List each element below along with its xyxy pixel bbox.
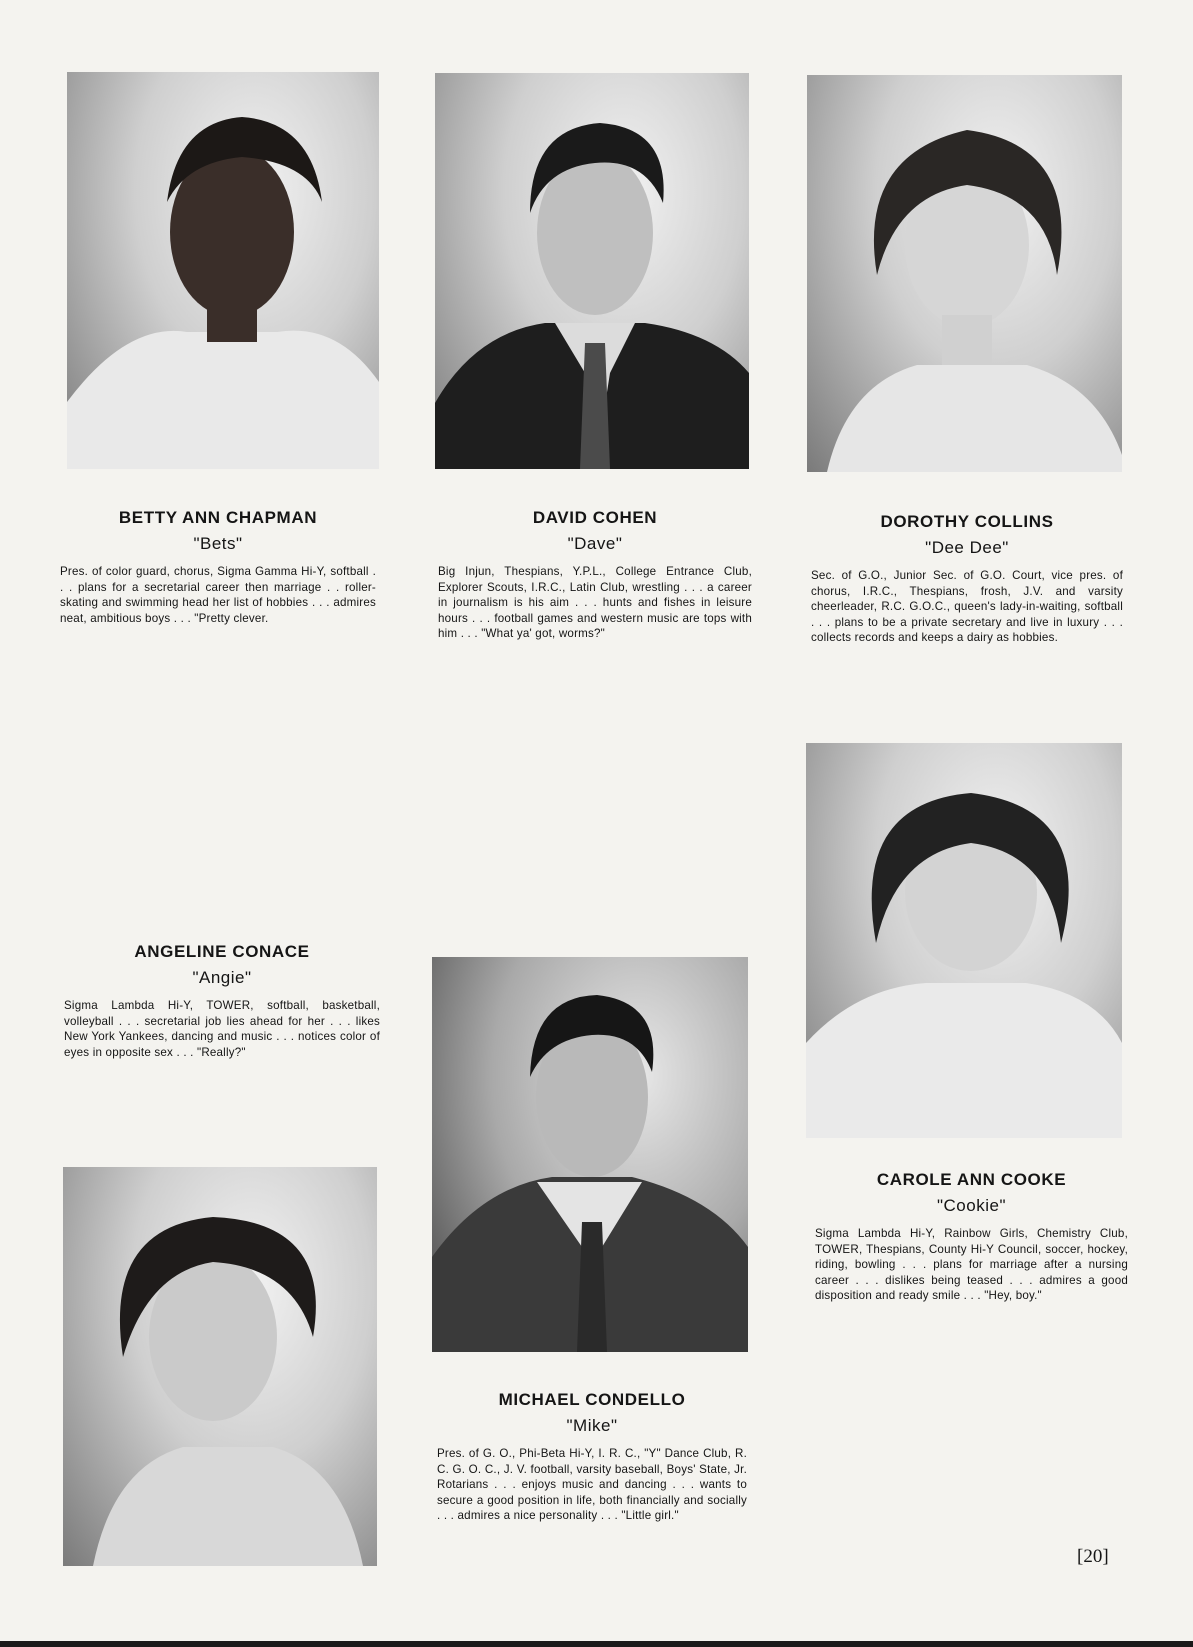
student-bio: Sigma Lambda Hi-Y, Rainbow Girls, Chemistry Club, TOWER, Thespians, County Hi-Y Council, soccer, hockey, riding, bowling . . . plans for marriage after a nursing career . . . dislikes being teased . . . admires a good disposition and ready smile . . . "Hey, boy." xyxy=(815,1227,1128,1303)
student-entry-dorothy-collins xyxy=(811,512,1123,646)
portrait-silhouette xyxy=(432,957,748,1352)
portrait-photo-betty-ann-chapman xyxy=(67,72,379,469)
page-number: [20] xyxy=(1077,1546,1109,1567)
student-nickname: "Mike" xyxy=(566,1416,618,1435)
student-nickname: "Dee Dee" xyxy=(925,538,1009,557)
student-name: BETTY ANN CHAPMAN xyxy=(118,508,318,527)
student-nickname: "Dave" xyxy=(567,534,623,553)
student-nickname: "Cookie" xyxy=(937,1196,1006,1215)
student-name: CAROLE ANN COOKE xyxy=(876,1170,1067,1189)
student-nickname: "Angie" xyxy=(192,968,252,987)
page-bottom-edge xyxy=(0,1641,1193,1647)
portrait-photo-david-cohen xyxy=(435,73,749,469)
student-bio: Pres. of G. O., Phi-Beta Hi-Y, I. R. C., "Y" Dance Club, R. C. G. O. C., J. V. football, varsity baseball, Boys' State, Jr. Rotarians . . . enjoys music and dancing . . . wants to secure a good position in life, both financially and socially . . . admires a nice personality . . . "Little girl." xyxy=(437,1447,747,1523)
student-entry-david-cohen xyxy=(438,508,752,642)
student-name: DOROTHY COLLINS xyxy=(880,512,1054,531)
student-entry-angeline-conace xyxy=(64,942,380,1060)
student-bio: Sigma Lambda Hi-Y, TOWER, softball, basketball, volleyball . . . secretarial job lies ahead for her . . . likes New York Yankees, dancing and music . . . notices color of eyes in opposite sex . . . "Really?" xyxy=(64,999,380,1059)
portrait-silhouette xyxy=(67,72,379,469)
portrait-silhouette xyxy=(807,75,1122,472)
student-name: MICHAEL CONDELLO xyxy=(498,1390,686,1409)
portrait-photo-michael-condello xyxy=(432,957,748,1352)
student-entry-betty-ann-chapman xyxy=(60,508,376,626)
portrait-photo-angeline-conace xyxy=(63,1167,377,1566)
student-name: DAVID COHEN xyxy=(532,508,658,527)
student-entry-michael-condello xyxy=(437,1390,747,1524)
portrait-silhouette xyxy=(435,73,749,469)
portrait-photo-dorothy-collins xyxy=(807,75,1122,472)
student-bio: Pres. of color guard, chorus, Sigma Gamma Hi-Y, softball . . . plans for a secretarial career then marriage . . roller-skating and swimming head her list of hobbies . . . admires neat, ambitious boys . . . "Pretty clever. xyxy=(60,565,376,625)
portrait-photo-carole-ann-cooke xyxy=(806,743,1122,1138)
student-bio: Big Injun, Thespians, Y.P.L., College Entrance Club, Explorer Scouts, I.R.C., Latin Club, wrestling . . . a career in journalism is his aim . . . hunts and fishes in leisure hours . . . football games and western music are tops with him . . . "What ya' got, worms?" xyxy=(438,565,752,641)
portrait-silhouette xyxy=(63,1167,377,1566)
student-name: ANGELINE CONACE xyxy=(134,942,310,961)
student-bio: Sec. of G.O., Junior Sec. of G.O. Court, vice pres. of chorus, I.R.C., Thespians, frosh, J.V. and varsity cheerleader, R.C. G.O.C., queen's lady-in-waiting, softball . . . plans to be a private secretary and live in luxury . . . collects records and keeps a dairy as hobbies. xyxy=(811,569,1123,645)
portrait-silhouette xyxy=(806,743,1122,1138)
student-entry-carole-ann-cooke xyxy=(815,1170,1128,1304)
student-nickname: "Bets" xyxy=(193,534,243,553)
